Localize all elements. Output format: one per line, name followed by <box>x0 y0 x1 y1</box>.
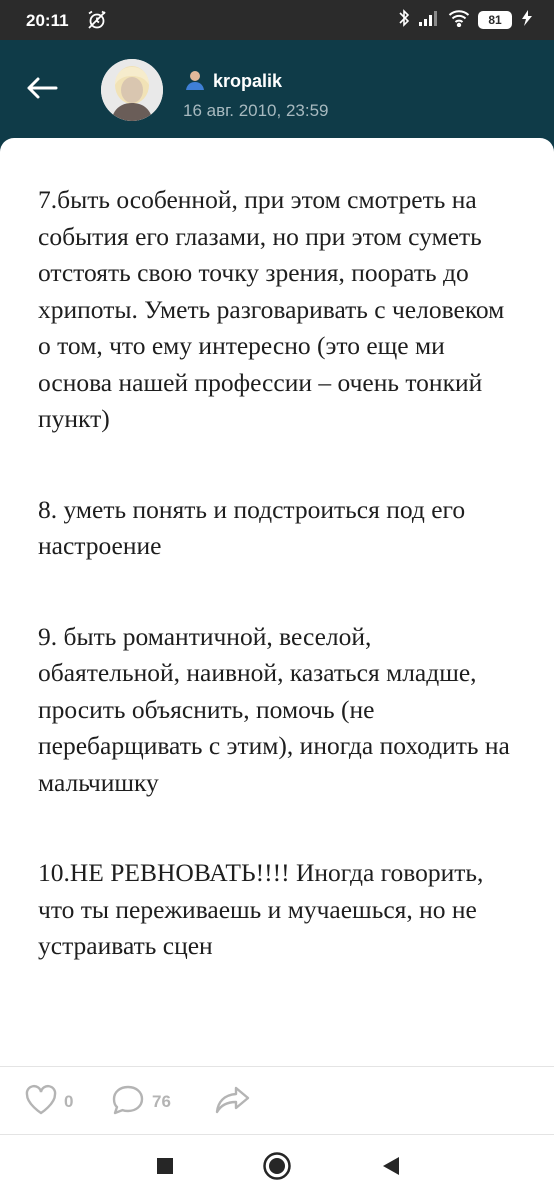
post-paragraph: 10.НЕ РЕВНОВАТЬ!!!! Иногда говорить, что ты переживаешь и мучаешься, но не устраивать сцен <box>38 858 484 960</box>
share-icon <box>214 1084 252 1121</box>
share-button[interactable] <box>214 1085 252 1119</box>
back-button[interactable] <box>22 73 62 107</box>
post-paragraph: 8. уметь понять и подстроиться под его настроение <box>38 494 466 560</box>
home-circle-icon <box>262 1151 292 1186</box>
status-time: 20:11 <box>26 11 69 30</box>
back-triangle-icon <box>381 1155 401 1182</box>
user-icon <box>184 69 206 91</box>
system-back-button[interactable] <box>374 1151 408 1185</box>
post-paragraph: 7.быть особенной, при этом смотреть на события его глазами, но при этом суметь отстоять свою точку зрения, поорать до хрипоты. Уметь разговаривать с человеком о том, что ему интересно (это еще ми основа нашей профессии – очень тонкий пункт) <box>38 185 505 433</box>
avatar[interactable] <box>101 59 163 121</box>
back-arrow-icon <box>25 76 59 105</box>
recents-square-icon <box>156 1157 174 1180</box>
comment-icon <box>110 1084 146 1121</box>
system-nav-bar <box>0 1135 554 1200</box>
post-date: 16 авг. 2010, 23:59 <box>183 101 329 120</box>
battery-icon: 81 <box>478 11 512 29</box>
post-header <box>0 40 554 140</box>
post-body <box>38 182 518 1019</box>
comment-button[interactable] <box>110 1085 171 1119</box>
status-icons <box>398 9 534 31</box>
post-paragraph: 9. быть романтичной, веселой, обаятельной, наивной, казаться младше, просить объяснить, помочь (не перебарщивать с этим), иногда походить на мальчишку <box>38 621 510 797</box>
alarm-off-icon <box>86 9 108 31</box>
wifi-icon <box>448 9 470 32</box>
comment-count: 76 <box>152 1092 171 1111</box>
signal-icon <box>418 9 440 32</box>
action-bar <box>0 1067 554 1135</box>
bluetooth-icon <box>398 8 410 33</box>
username[interactable]: kropalik <box>213 71 283 91</box>
like-count: 0 <box>64 1092 74 1111</box>
post-card <box>0 138 554 1200</box>
like-button[interactable] <box>24 1085 73 1119</box>
home-button[interactable] <box>260 1151 294 1185</box>
charging-icon <box>520 9 534 32</box>
recents-button[interactable] <box>148 1151 182 1185</box>
heart-icon <box>24 1084 58 1121</box>
status-bar <box>0 0 554 40</box>
